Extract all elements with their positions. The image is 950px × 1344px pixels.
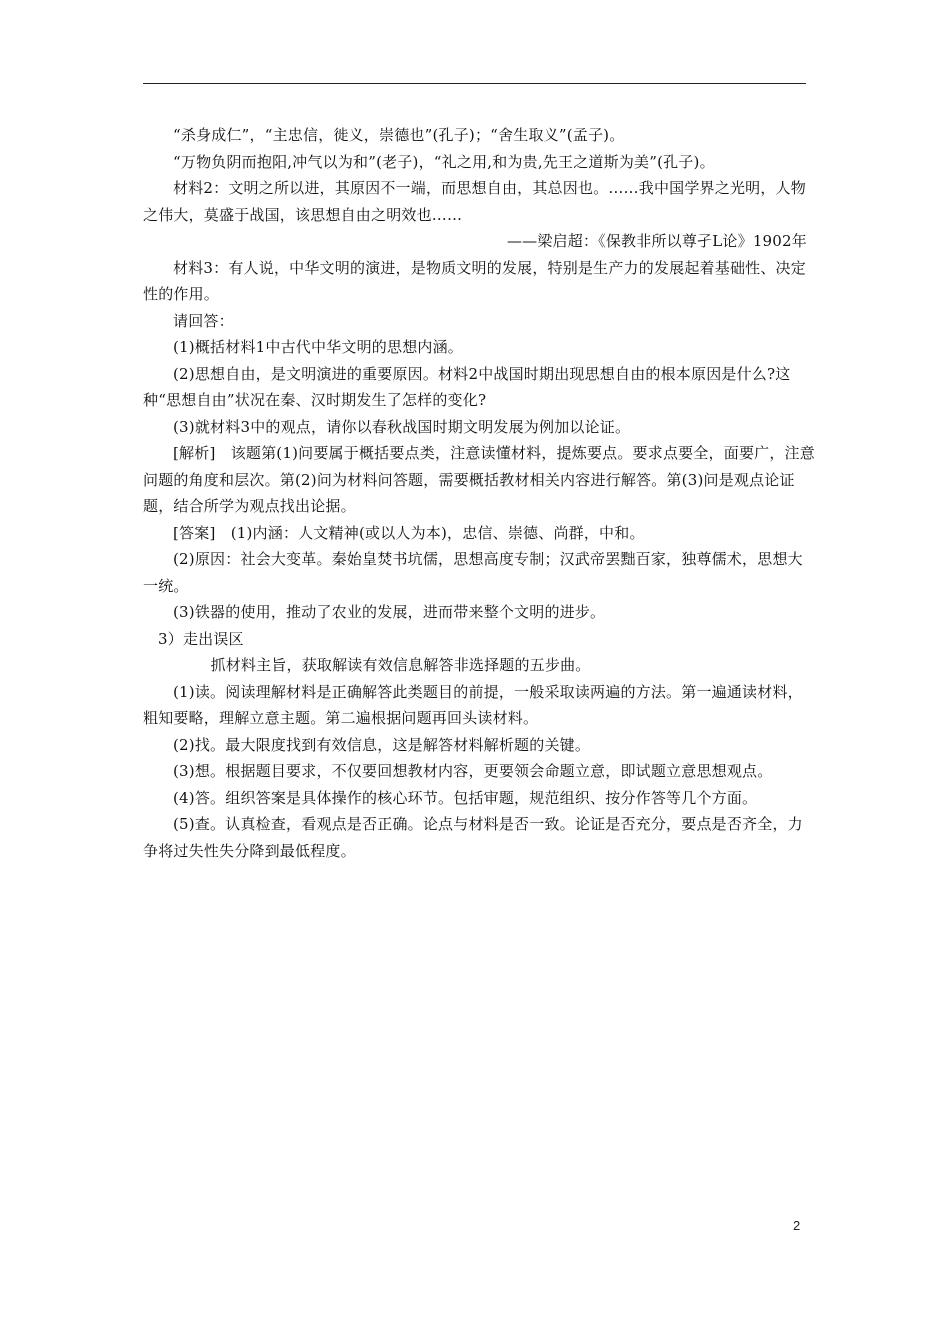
page-number: 2 xyxy=(793,1218,801,1233)
step-5: (5)查。认真检查，看观点是否正确。论点与材料是否一致。论证是否充分，要点是否齐全，力争将过失性失分降到最低程度。 xyxy=(143,815,803,860)
material-2-source: ——梁启超：《保教非所以尊孑L论》1902年 xyxy=(506,232,807,250)
answer-prompt: 请回答： xyxy=(173,311,234,330)
question-2: (2)思想自由，是文明演进的重要原因。材料2中战国时期出现思想自由的根本原因是什么?这种“思想自由”状况在秦、汉时期发生了怎样的变化? xyxy=(143,364,791,409)
step-4: (4)答。组织答案是具体操作的核心环节。包括审题，规范组织、按分作答等几个方面。 xyxy=(173,788,758,807)
answer-1: [答案] (1)内涵：人文精神(或以人为本)，忠信、崇德、尚群，中和。 xyxy=(173,523,645,542)
section-heading-3: 3）走出误区 xyxy=(158,629,244,648)
document-body xyxy=(143,122,815,864)
steps-intro: 抓材料主旨，获取解读有效信息解答非选择题的五步曲。 xyxy=(210,656,591,674)
header-rule xyxy=(143,83,806,84)
quote-paragraph-1: “杀身成仁”，“主忠信，徙义，崇德也”(孔子)；“舍生取义”(孟子)。 xyxy=(173,126,625,144)
material-2-paragraph: 材料2：文明之所以进，其原因不一端，而思想自由，其总因也。……我中国学界之光明，人物之伟大，莫盛于战国，该思想自由之明效也…… xyxy=(143,179,806,224)
step-1: (1)读。阅读理解材料是正确解答此类题目的前提，一般采取读两遍的方法。第一遍通读材料，粗知要略，理解立意主题。第二遍根据问题再回头读材料。 xyxy=(143,682,803,727)
question-1: (1)概括材料1中古代中华文明的思想内涵。 xyxy=(173,338,463,356)
step-2: (2)找。最大限度找到有效信息，这是解答材料解析题的关键。 xyxy=(173,735,591,754)
material-3-paragraph: 材料3：有人说，中华文明的演进，是物质文明的发展，特别是生产力的发展起着基础性、决定性的作用。 xyxy=(143,258,806,303)
quote-paragraph-2: “万物负阴而抱阳,冲气以为和”(老子)，“礼之用,和为贵,先王之道斯为美”(孔子)。 xyxy=(173,152,715,171)
question-3: (3)就材料3中的观点，请你以春秋战国时期文明发展为例加以论证。 xyxy=(173,417,631,436)
answer-3: (3)铁器的使用，推动了农业的发展，进而带来整个文明的进步。 xyxy=(173,603,606,621)
analysis-paragraph: [解析] 该题第(1)问要属于概括要点类，注意读懂材料，提炼要点。要求点要全，面要广，注意问题的角度和层次。第(2)问为材料问答题，需要概括教材相关内容进行解答。第(3)问是观点论证题，结合所学为观点找出论据。 xyxy=(143,444,815,515)
step-3: (3)想。根据题目要求，不仅要回想教材内容，更要领会命题立意，即试题立意思想观点。 xyxy=(173,762,773,780)
answer-2: (2)原因：社会大变革。秦始皇焚书坑儒，思想高度专制；汉武帝罢黜百家，独尊儒术，思想大一统。 xyxy=(143,550,803,595)
